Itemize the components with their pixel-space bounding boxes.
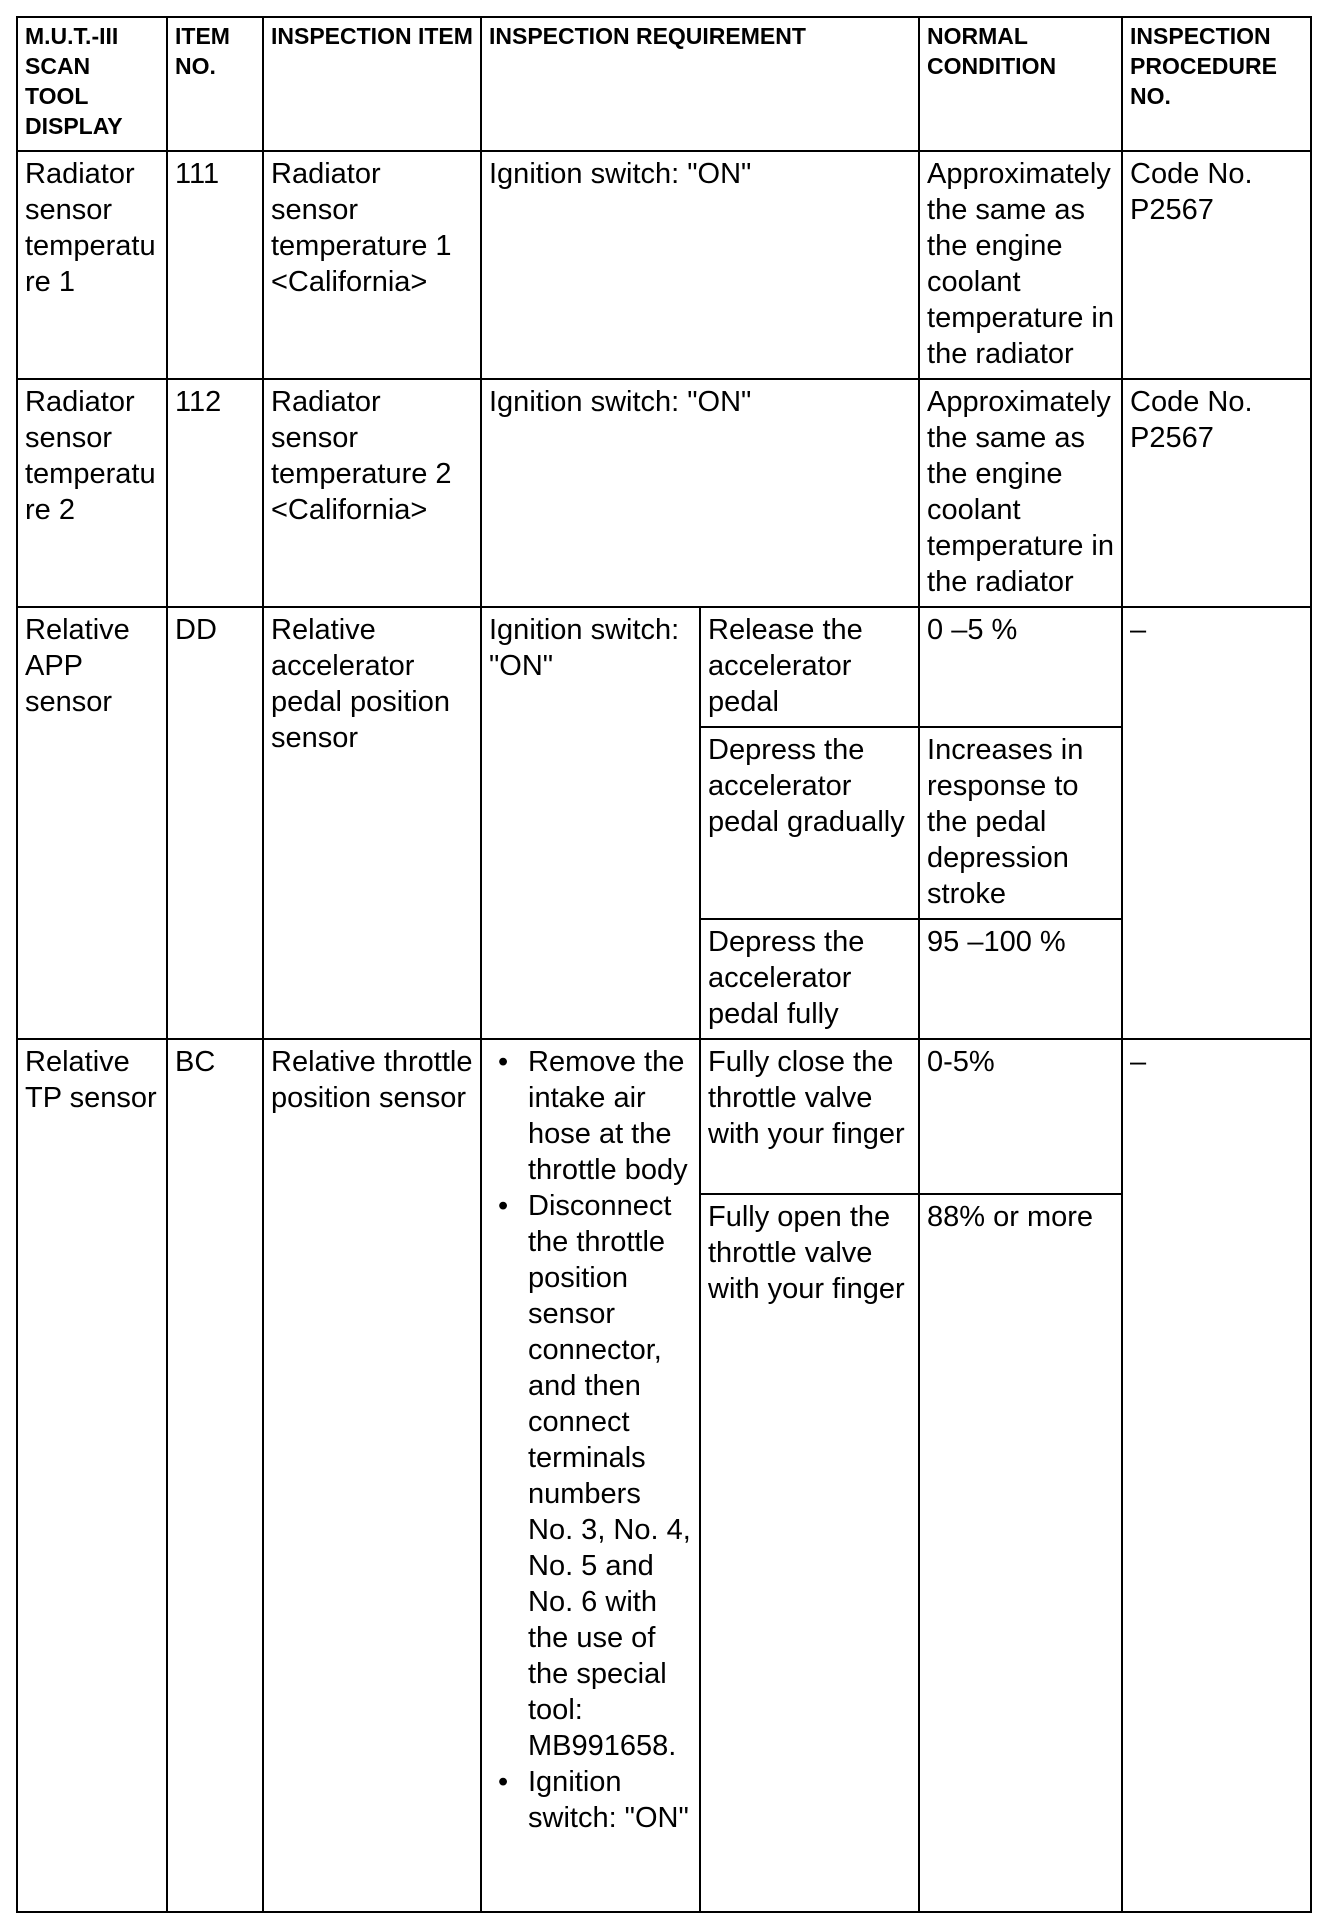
inspection-item-cell: Relative throttle position sensor [263, 1039, 481, 1912]
header-procedure-no: INSPECTION PROCEDURE NO. [1122, 17, 1311, 151]
normal-condition-cell: Approximately the same as the engine coolant temperature in the radiator [919, 151, 1122, 379]
normal-condition-cell: Increases in response to the pedal depression stroke [919, 727, 1122, 919]
list-item: • Ignition switch: "ON" [528, 1764, 692, 1836]
requirement-cell: Ignition switch: "ON" [481, 607, 700, 1039]
table-row [17, 1039, 1311, 1194]
display-cell: Relative APP sensor [17, 607, 167, 1039]
condition-action-cell: Fully close the throttle valve with your finger [700, 1039, 919, 1194]
header-display: M.U.T.-III SCAN TOOL DISPLAY [17, 17, 167, 151]
item-no-cell: 112 [167, 379, 263, 607]
table-row [17, 607, 1311, 727]
table-row [17, 151, 1311, 379]
procedure-cell: – [1122, 607, 1311, 1039]
procedure-cell: – [1122, 1039, 1311, 1912]
normal-condition-cell: Approximately the same as the engine coolant temperature in the radiator [919, 379, 1122, 607]
display-cell: Radiator sensor temperature 2 [17, 379, 167, 607]
display-cell: Relative TP sensor [17, 1039, 167, 1912]
normal-condition-cell: 88% or more [919, 1194, 1122, 1912]
inspection-item-cell: Radiator sensor temperature 2 <California> [263, 379, 481, 607]
condition-action-cell: Depress the accelerator pedal gradually [700, 727, 919, 919]
item-no-cell: DD [167, 607, 263, 1039]
requirement-bullet-list [489, 1044, 692, 1836]
requirement-cell: Ignition switch: "ON" [481, 379, 919, 607]
item-no-cell: 111 [167, 151, 263, 379]
inspection-item-cell: Radiator sensor temperature 1 <California> [263, 151, 481, 379]
requirement-cell: Ignition switch: "ON" [481, 151, 919, 379]
header-requirement: INSPECTION REQUIREMENT [481, 17, 919, 151]
list-item: • Disconnect the throttle position sensor connector, and then connect terminals numbers No. 3, No. 4, No. 5 and No. 6 with the use of the special tool: MB991658. [528, 1188, 692, 1764]
list-item: • Remove the intake air hose at the throttle body [528, 1044, 692, 1188]
normal-condition-cell: 95 –100 % [919, 919, 1122, 1039]
procedure-cell: Code No. P2567 [1122, 151, 1311, 379]
inspection-item-cell: Relative accelerator pedal position sensor [263, 607, 481, 1039]
table-row [17, 379, 1311, 607]
header-normal-condition: NORMAL CONDITION [919, 17, 1122, 151]
header-inspection-item: INSPECTION ITEM [263, 17, 481, 151]
inspection-table [16, 16, 1312, 1913]
item-no-cell: BC [167, 1039, 263, 1912]
procedure-cell: Code No. P2567 [1122, 379, 1311, 607]
normal-condition-cell: 0 –5 % [919, 607, 1122, 727]
condition-action-cell: Fully open the throttle valve with your finger [700, 1194, 919, 1912]
condition-action-cell: Release the accelerator pedal [700, 607, 919, 727]
header-row [17, 17, 1311, 151]
normal-condition-cell: 0-5% [919, 1039, 1122, 1194]
requirement-cell [481, 1039, 700, 1912]
display-cell: Radiator sensor temperature 1 [17, 151, 167, 379]
header-item-no: ITEM NO. [167, 17, 263, 151]
condition-action-cell: Depress the accelerator pedal fully [700, 919, 919, 1039]
